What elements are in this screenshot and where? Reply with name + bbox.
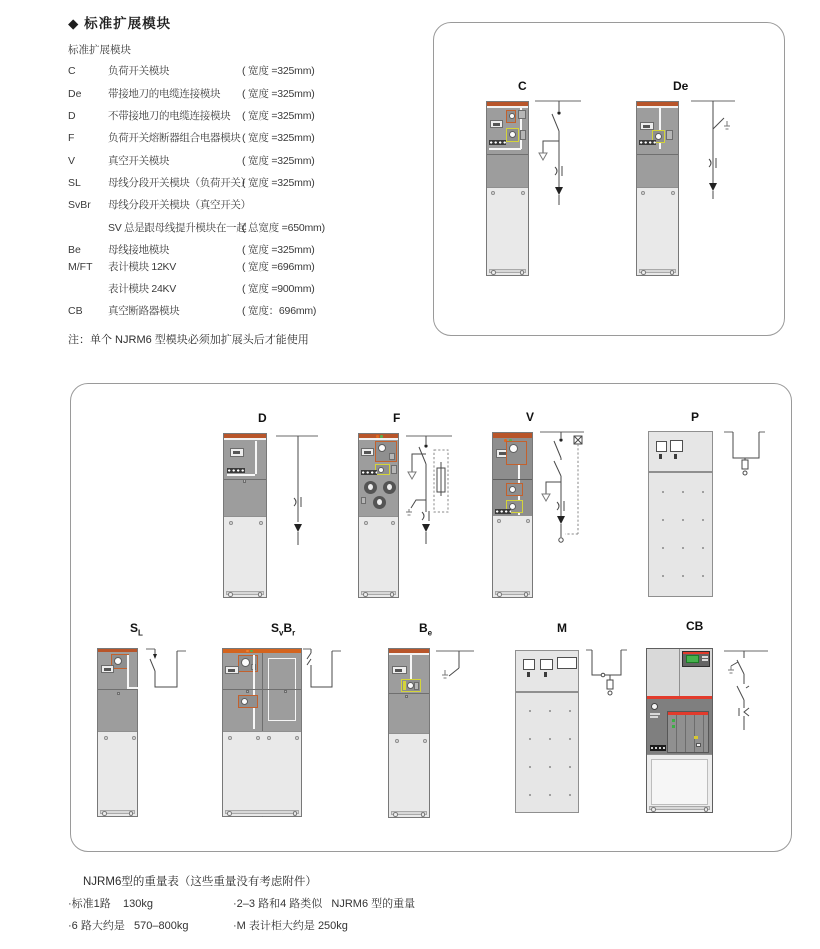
module-width: ( 宽度 =900mm) [242, 283, 315, 295]
module-row [68, 242, 428, 258]
module-label-sl [130, 621, 143, 637]
interlock-box [375, 464, 390, 475]
module-label-be [419, 621, 432, 637]
panel-outline [253, 655, 255, 729]
cabinet-v [492, 432, 533, 598]
module-label-p: P [691, 410, 700, 424]
panel-outline [489, 148, 521, 150]
cabinet-sl [97, 648, 138, 817]
indicator-dots [361, 470, 377, 475]
yellow-mark [694, 736, 698, 739]
base-strip [225, 810, 299, 814]
schematic-p [722, 426, 766, 478]
module-desc: 负荷开关模块 [108, 65, 170, 77]
base-strip [391, 811, 427, 815]
meter-window [670, 440, 683, 452]
schematic-be [432, 644, 478, 686]
knob [378, 444, 386, 452]
meter-tick [659, 454, 662, 459]
cabinet-p [648, 431, 713, 597]
cable-compartment [359, 516, 398, 597]
panel-detail [414, 682, 419, 690]
panel-screw [395, 739, 399, 743]
protection-relay [682, 651, 710, 667]
module-row [68, 130, 428, 146]
panel-screw [295, 736, 299, 740]
nameplate [230, 448, 244, 457]
actuator-box [238, 655, 258, 672]
module-width: ( 宽度 =325mm) [242, 177, 315, 189]
label-sub: r [292, 628, 296, 638]
module-row [68, 86, 428, 102]
section-divider [487, 154, 528, 155]
panel-screw [229, 521, 233, 525]
base-strip [100, 810, 135, 814]
panel-screw [491, 191, 495, 195]
red-stripe [668, 712, 708, 715]
panel-screw [391, 521, 395, 525]
base-strip [495, 591, 530, 595]
meter-window [540, 659, 553, 670]
cable-compartment [223, 731, 301, 816]
indicator-dots [227, 468, 245, 473]
panel-screw [521, 191, 525, 195]
panel-screw [671, 191, 675, 195]
section-divider [223, 689, 301, 690]
knob [114, 657, 122, 665]
yellow-bar [403, 681, 406, 690]
green-button [672, 725, 675, 728]
white-gap [224, 438, 266, 440]
module-label-c: C [518, 79, 527, 93]
module-label-cb: CB [686, 619, 704, 633]
breaker-assembly [667, 711, 709, 753]
module-list-heading: 标准扩展模块 [68, 44, 131, 56]
actuator-box [506, 441, 527, 465]
module-desc: 母线分段开关模块（真空开关） [108, 199, 251, 211]
module-label-f: F [393, 411, 401, 425]
module-width: ( 宽度 =325mm) [242, 132, 315, 144]
knob [509, 113, 515, 119]
nameplate [101, 665, 114, 673]
module-row [68, 303, 428, 319]
module-width: ( 宽度 =325mm) [242, 155, 315, 167]
screw-grid [520, 697, 574, 807]
module-desc: 负荷开关熔断器组合电器模块 [108, 132, 241, 144]
label-base: S [271, 621, 280, 635]
label-sub: e [427, 628, 433, 638]
base-strip [649, 806, 710, 810]
module-code: D [68, 110, 76, 122]
cable-compartment [487, 187, 528, 275]
module-row [68, 153, 428, 169]
nameplate [640, 122, 654, 130]
module-code: De [68, 88, 82, 100]
base-strip [361, 591, 396, 595]
page-title: ◆ 标准扩展模块 [68, 16, 172, 31]
base-strip [639, 269, 676, 273]
module-width: ( 总宽度 =650mm) [242, 222, 325, 234]
panel-screw [364, 521, 368, 525]
module-code: CB [68, 305, 83, 317]
status-dot-green [250, 650, 253, 653]
status-dot-orange [376, 435, 379, 438]
red-stripe [683, 652, 709, 654]
relay-buttons [702, 659, 708, 661]
door-split [679, 649, 680, 696]
panel-detail [696, 743, 701, 747]
panel-c-de [433, 22, 785, 336]
schematic-sl [144, 644, 192, 694]
meter-window [656, 441, 667, 452]
module-code: Be [68, 244, 81, 256]
panel-detail [520, 130, 526, 140]
module-code: SvBr [68, 199, 91, 211]
relay-buttons [702, 656, 708, 658]
weight-item: ·M 表计柜大约是 250kg [233, 920, 348, 932]
section-divider [637, 154, 678, 155]
panel-detail [117, 692, 120, 695]
module-row [68, 175, 428, 191]
status-dot-orange [246, 650, 249, 653]
panel-screw [259, 521, 263, 525]
nameplate [361, 448, 374, 456]
white-gap [359, 438, 398, 440]
fuse-cover [364, 481, 377, 494]
cable-compartment [637, 187, 678, 275]
panel-detail [361, 497, 366, 504]
top-stripe [493, 433, 532, 438]
schematic-svbr [301, 644, 345, 694]
meter-tick [527, 672, 530, 677]
cabinet-be [388, 648, 430, 818]
label-base: B [419, 621, 428, 635]
module-row [68, 63, 428, 79]
module-label-m: M [557, 621, 567, 635]
module-desc: 真空断路器模块 [108, 305, 180, 317]
white-gap [637, 106, 678, 108]
module-desc: 不带接地刀的电缆连接模块 [108, 110, 231, 122]
cabinet-f [358, 433, 399, 598]
weight-item: ·6 路大约是 570–800kg [68, 920, 189, 932]
panel-screw [423, 739, 427, 743]
module-code: V [68, 155, 76, 167]
name-label [650, 745, 666, 751]
knob [241, 658, 250, 667]
module-row [68, 259, 428, 275]
meter-window [557, 657, 577, 669]
indicator-dots [489, 140, 506, 145]
actuator-box [506, 110, 516, 123]
nameplate [225, 666, 239, 674]
section-divider [516, 691, 578, 693]
panel-screw [267, 736, 271, 740]
panel-screw [228, 736, 232, 740]
module-code: F [68, 132, 75, 144]
module-desc: 表计模块 12KV [108, 261, 176, 273]
cabinet-de [636, 101, 679, 276]
panel-screw [641, 191, 645, 195]
section-divider [389, 693, 429, 694]
knob [407, 682, 414, 689]
label-base: S [130, 621, 139, 635]
knob [241, 698, 248, 705]
panel-detail [518, 110, 526, 119]
module-width: ( 宽度 =696mm) [242, 261, 315, 273]
schematic-c [533, 95, 585, 213]
panel-screw [132, 736, 136, 740]
module-code: C [68, 65, 76, 77]
green-button [672, 719, 675, 722]
knob [509, 444, 518, 453]
cabinet-cb [646, 648, 713, 813]
fuse-cover [383, 481, 396, 494]
knob [509, 486, 516, 493]
module-label-de: De [673, 79, 689, 93]
nameplate [392, 666, 407, 674]
actuator-box [375, 441, 397, 462]
schematic-cb [718, 644, 770, 736]
fuse-cover [373, 496, 386, 509]
interlock-box [401, 679, 421, 692]
cable-compartment [98, 731, 137, 816]
base-strip [226, 591, 264, 595]
panel-outline [127, 655, 129, 688]
module-label-v: V [526, 410, 535, 424]
meter-tick [544, 672, 547, 677]
top-stripe [98, 649, 137, 652]
panel-detail [246, 690, 249, 693]
weight-item: ·2–3 路和4 路类似 NJRM6 型的重量 [233, 898, 416, 910]
module-desc: 母线接地模块 [108, 244, 170, 256]
module-desc: 真空开关模块 [108, 155, 170, 167]
cable-compartment [224, 516, 266, 597]
label-line [650, 713, 660, 715]
panel-detail [389, 453, 395, 460]
panel-detail [284, 690, 287, 693]
schematic-m [584, 644, 628, 700]
panel-detail [391, 465, 397, 474]
module-code: M/FT [68, 261, 93, 273]
meter-window [523, 659, 535, 670]
label-sub: v [279, 628, 284, 638]
indicator-dots [639, 140, 656, 145]
label-sub: L [138, 628, 143, 638]
schematic-f [404, 428, 456, 552]
white-gap [389, 653, 429, 655]
nameplate [490, 120, 503, 128]
knob [655, 133, 662, 140]
schematic-v [538, 426, 588, 556]
module-width: ( 宽度 =325mm) [242, 110, 315, 122]
actuator-box [238, 695, 258, 708]
panel-detail [666, 130, 673, 140]
module-desc: 表计模块 24KV [108, 283, 176, 295]
module-desc: 带接地刀的电缆连接模块 [108, 88, 221, 100]
schematic-de [689, 95, 739, 207]
weight-item: ·标准1路 130kg [68, 898, 153, 910]
module-code: SL [68, 177, 81, 189]
module-label-d: D [258, 411, 267, 425]
cabinet-svbr [222, 648, 302, 817]
screw-grid [653, 478, 708, 591]
cabinet-m [515, 650, 579, 813]
weight-table-title: NJRM6型的重量表（这些重量没有考虑附件） [83, 876, 317, 888]
panel-outline [410, 655, 412, 682]
interlock-box [506, 128, 519, 142]
section-divider [649, 471, 712, 473]
module-row [68, 197, 428, 213]
module-width: ( 宽度 =325mm) [242, 65, 315, 77]
label-base: B [283, 621, 293, 635]
base-strip [489, 269, 526, 273]
module-width: ( 宽度：696mm) [242, 305, 317, 317]
cabinet-d [223, 433, 267, 598]
panel-detail [405, 695, 408, 698]
module-row [68, 220, 428, 236]
mechanism-section [647, 699, 712, 754]
actuator-box [506, 483, 523, 496]
panel-screw [104, 736, 108, 740]
panel-screw [497, 519, 501, 523]
panel-outline [255, 441, 257, 474]
gauge [651, 703, 658, 710]
module-desc: 母线分段开关模块（负荷开关） [108, 177, 251, 189]
usage-note: 注：单个 NJRM6 型模块必须加扩展头后才能使用 [68, 334, 309, 346]
module-row [68, 108, 428, 124]
schematic-d [274, 428, 322, 550]
module-width: ( 宽度 =325mm) [242, 88, 315, 100]
module-label-svbr [271, 621, 295, 637]
knob [509, 131, 516, 138]
label-line [650, 716, 658, 718]
door-panel [651, 759, 708, 805]
panel-outline [227, 474, 255, 476]
knob [378, 467, 384, 473]
panel-screw [526, 519, 530, 523]
meter-tick [674, 454, 677, 459]
cable-compartment [389, 733, 429, 817]
module-width: ( 宽度 =325mm) [242, 244, 315, 256]
status-dot-green [380, 435, 383, 438]
indicator-dots [495, 509, 511, 514]
panel-screw [256, 736, 260, 740]
section-divider [224, 479, 266, 480]
white-gap [487, 106, 528, 108]
module-row [68, 281, 428, 297]
section-divider [493, 479, 532, 480]
relay-screen [686, 655, 699, 663]
cabinet-c [486, 101, 529, 276]
section-divider [98, 689, 137, 690]
cable-compartment [493, 515, 532, 597]
module-desc: SV 总是跟母线提升模块在一起 [108, 222, 247, 234]
